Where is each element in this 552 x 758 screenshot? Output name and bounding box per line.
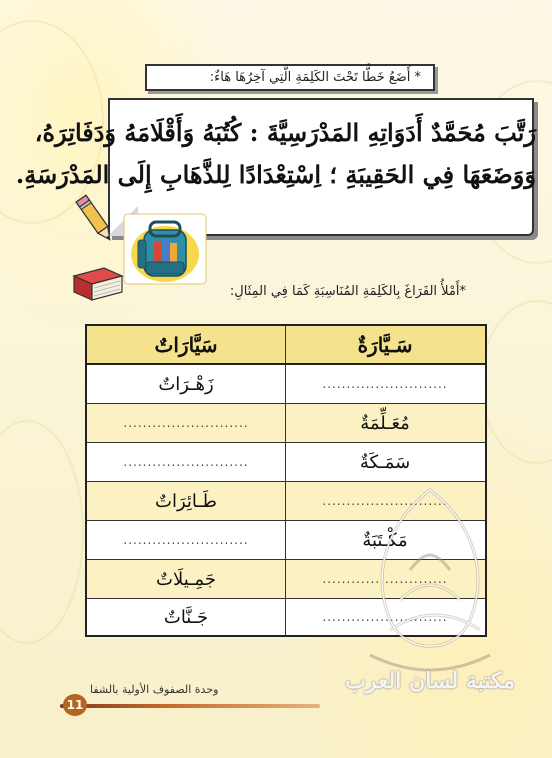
- backpack-icon: [120, 210, 210, 288]
- table-cell-singular: مُعَـلِّمَةٌ: [360, 412, 410, 434]
- table-row: [87, 404, 485, 443]
- instruction-fill-blanks: *أَمْلأُ الفَرَاغَ بِالكَلِمَةِ المُنَاسِبَةِ كَمَا فِي المِثَالِ:: [229, 284, 466, 299]
- background-flourish: [480, 300, 552, 464]
- book-icon: [70, 262, 126, 306]
- table-header-row: [87, 326, 485, 365]
- watermark-text: مكتبة لسان العرب: [345, 668, 515, 694]
- table-cell-plural[interactable]: [87, 404, 285, 442]
- table-row: [87, 365, 485, 404]
- table-cell-singular[interactable]: [286, 365, 484, 403]
- page-number-badge: 11: [63, 694, 87, 716]
- table-cell-plural: زَهْـرَاتٌ: [158, 373, 214, 395]
- passage-line-2: وَوَضَعَهَا فِي الحَقِيبَةِ ؛ اِسْتِعْدَادًا لِلذَّهَابِ إِلَى المَدْرَسَةِ.: [15, 160, 536, 189]
- pencil-icon: [72, 190, 120, 250]
- table-row: [87, 443, 485, 482]
- table-cell-plural[interactable]: [87, 443, 285, 481]
- table-cell-plural: جَـنَّاتٌ: [163, 606, 209, 628]
- table-cell-singular: مَكْـتَبَةٌ: [362, 529, 408, 551]
- blank-dots: ..........................: [123, 455, 249, 469]
- blank-dots: ..........................: [322, 610, 448, 624]
- table-cell-singular: سَمَـكَةٌ: [359, 451, 411, 473]
- table-header-singular: سَـيَّارَةٌ: [357, 332, 413, 357]
- table-cell-plural[interactable]: [87, 521, 285, 559]
- blank-dots: ..........................: [123, 533, 249, 547]
- background-flourish: [0, 420, 84, 644]
- blank-dots: ..........................: [322, 377, 448, 391]
- instruction-underline: * أَضَعُ خَطًّا تَحْتَ الكَلِمَةِ الَّتِي آخِرُهَا هَاءٌ:: [145, 64, 435, 91]
- blank-dots: ..........................: [322, 494, 448, 508]
- blank-dots: ..........................: [322, 572, 448, 586]
- table-cell-plural: جَمِـيلَاتٌ: [156, 568, 216, 590]
- blank-dots: ..........................: [123, 416, 249, 430]
- footer-unit-text: وحدة الصفوف الأولية بالشفا: [90, 683, 219, 696]
- passage-line-1: رَتَّبَ مُحَمَّدٌ أَدَوَاتِهِ المَدْرَسِيَّةَ : كُتُبَهُ وَأَقْلَامَهُ وَدَفَاتِرَهُ،: [34, 118, 536, 147]
- table-cell-plural: طَـائِرَاتٌ: [155, 490, 217, 512]
- watermark-emblem: [330, 480, 530, 690]
- footer-bar: [60, 704, 320, 708]
- table-header-plural: سَيَّارَاتٌ: [154, 332, 218, 357]
